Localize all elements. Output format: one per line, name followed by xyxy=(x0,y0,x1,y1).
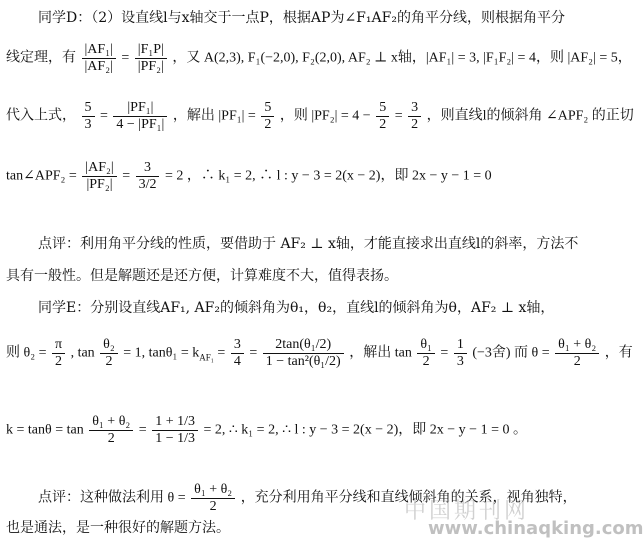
student-d-line-3: 代入上式， $\frac{5}{3}$ = $\frac{\text{|PF₁|}}{\text{4 − |PF₁|}}$ ，解出 |PF₁| = $\frac{5}{2}$ ，则 |PF₂| = 4 − $\frac{5}{2}$ = $\frac{3}{2}$ ，则直线l的倾斜角 ∠APF₂ 的正切 xyxy=(6,100,634,132)
fraction-3-2: $\frac{3}{2}$ xyxy=(408,100,421,133)
text-segment: tan∠APF₂ = xyxy=(6,168,81,184)
watermark-url: www.chinaqking.com xyxy=(428,518,644,539)
text-segment: = 2 ，∴ k₁ = 2, ∴ l : y − 3 = 2(x − 2)，即 2x − y − 1 = 0 xyxy=(164,168,492,184)
text-segment: = xyxy=(440,345,452,361)
comment-1-line-1: 点评：利用角平分线的性质，要借助于 AF₂ ⊥ x轴，才能直接求出直线l的斜率，方法不 xyxy=(38,236,579,252)
fraction-5-2: $\frac{5}{2}$ xyxy=(261,100,274,133)
fraction-pi-2: $\frac{\pi}{2}$ xyxy=(52,337,65,370)
text-segment: ，充分利用角平分线和直线倾斜角的关系，视角独特， xyxy=(240,490,577,506)
watermark-site-name: 中国期刊网 xyxy=(404,499,530,524)
text-segment: 线定理，有 xyxy=(6,50,76,66)
fraction-pf1-expr: $\frac{\text{|PF₁|}}{\text{4 − |PF₁|}}$ xyxy=(113,100,167,133)
fraction-theta-sum-2: $\frac{\text{θ₁ + θ₂}}{2}$ xyxy=(555,337,599,370)
student-d-line-1: 同学D：（2）设直线l与x轴交于一点P，根据AP为∠F₁AF₂的角平分线，则根据角平分 xyxy=(38,10,565,26)
fraction-compound: $\frac{1 + 1/3}{1 - 1/3}$ xyxy=(152,414,198,447)
fraction-1-3: $\frac{1}{3}$ xyxy=(454,337,467,370)
student-d-line-2: 线定理，有 $\frac{\text{|AF₁|}}{\text{|AF₂|}}$ = $\frac{\text{|F₁P|}}{\text{|PF₂|}}$ ，又 A(2,3), F₁(−2,0), F₂(2,0), AF₂ ⊥ x轴，|AF₁| = 3, |F₁F₂| = 4，则 |AF₂| = 5， xyxy=(6,42,632,74)
text-segment: 代入上式， xyxy=(6,108,76,124)
text-segment: ，则直线l的倾斜角 ∠APF₂ 的正切 xyxy=(426,108,634,124)
text-segment: = xyxy=(394,108,407,124)
text-segment: ，又 A(2,3), F₁(−2,0), F₂(2,0), AF₂ ⊥ x轴，|AF₁| = 3, |F₁F₂| = 4，则 |AF₂| = 5， xyxy=(172,50,632,66)
text-segment: 点评：这种做法利用 θ = xyxy=(38,490,190,506)
fraction-theta-sum-2-c: $\frac{\text{θ₁ + θ₂}}{2}$ xyxy=(191,482,235,515)
text-segment: k = tanθ = tan xyxy=(6,422,84,438)
fraction-double-angle: $\frac{\text{2tan(θ₁/2)}}{\text{1 − tan²(θ₁/2)}}$ xyxy=(263,337,344,370)
fraction-af2-pf2: $\frac{\text{|AF₂|}}{\text{|PF₂|}}$ xyxy=(82,160,116,193)
text-segment: ，解出 |PF₁| = xyxy=(172,108,260,124)
fraction-5-3: $\frac{5}{3}$ xyxy=(82,100,95,133)
text-segment: (−3舍) 而 θ = xyxy=(472,345,554,361)
comment-1-line-2: 具有一般性。但是解题还是还方便，计算难度不大，值得表扬。 xyxy=(6,268,398,284)
text-segment: ，有 xyxy=(604,345,633,361)
fraction-5-2-b: $\frac{5}{2}$ xyxy=(376,100,389,133)
subscript-af1: AF₁ xyxy=(199,352,214,363)
fraction-f1p-pf2: $\frac{\text{|F₁P|}}{\text{|PF₂|}}$ xyxy=(135,42,167,75)
text-segment: = xyxy=(217,345,229,361)
text-segment: ，则 |PF₂| = 4 − xyxy=(279,108,375,124)
text-segment: = xyxy=(249,345,261,361)
fraction-3-4: $\frac{3}{4}$ xyxy=(231,337,244,370)
text-segment: = xyxy=(138,422,151,438)
student-e-line-1: 同学E：分别设直线AF₁, AF₂的倾斜角为θ₁，θ₂，直线l的倾斜角为θ，AF₂ ⊥ x轴， xyxy=(38,300,555,316)
fraction-3-over-3-2: $\frac{3}{3/2}$ xyxy=(136,160,160,193)
fraction-theta2-2: $\frac{\text{θ₂}}{2}$ xyxy=(100,337,118,370)
comment-2-line-2: 也是通法，是一种很好的解题方法。 xyxy=(6,520,230,536)
text-segment: 则 θ₂ = xyxy=(6,345,50,361)
student-e-line-2 xyxy=(6,337,633,370)
text-segment: = 1, tanθ₁ = k xyxy=(123,345,200,361)
text-segment: , tan xyxy=(70,345,95,361)
fraction-theta-sum-2-b: $\frac{\text{θ₁ + θ₂}}{2}$ xyxy=(89,414,133,447)
fraction-af1-af2: $\frac{\text{|AF₁|}}{\text{|AF₂|}}$ xyxy=(82,42,116,75)
student-d-line-4: tan∠APF₂ = $\frac{\text{|AF₂|}}{\text{|PF₂|}}$ = $\frac{3}{3/2}$ = 2 ，∴ k₁ = 2, ∴ l : y − 3 = 2(x − 2)，即 2x − y − 1 = 0 xyxy=(6,160,492,192)
text-segment: ，解出 tan xyxy=(349,345,412,361)
fraction-theta1-2: $\frac{\text{θ₁}}{2}$ xyxy=(417,337,435,370)
student-e-line-3 xyxy=(6,414,527,447)
text-segment: = 2, ∴ k₁ = 2, ∴ l : y − 3 = 2(x − 2)，即 2x − y − 1 = 0 。 xyxy=(203,422,527,438)
